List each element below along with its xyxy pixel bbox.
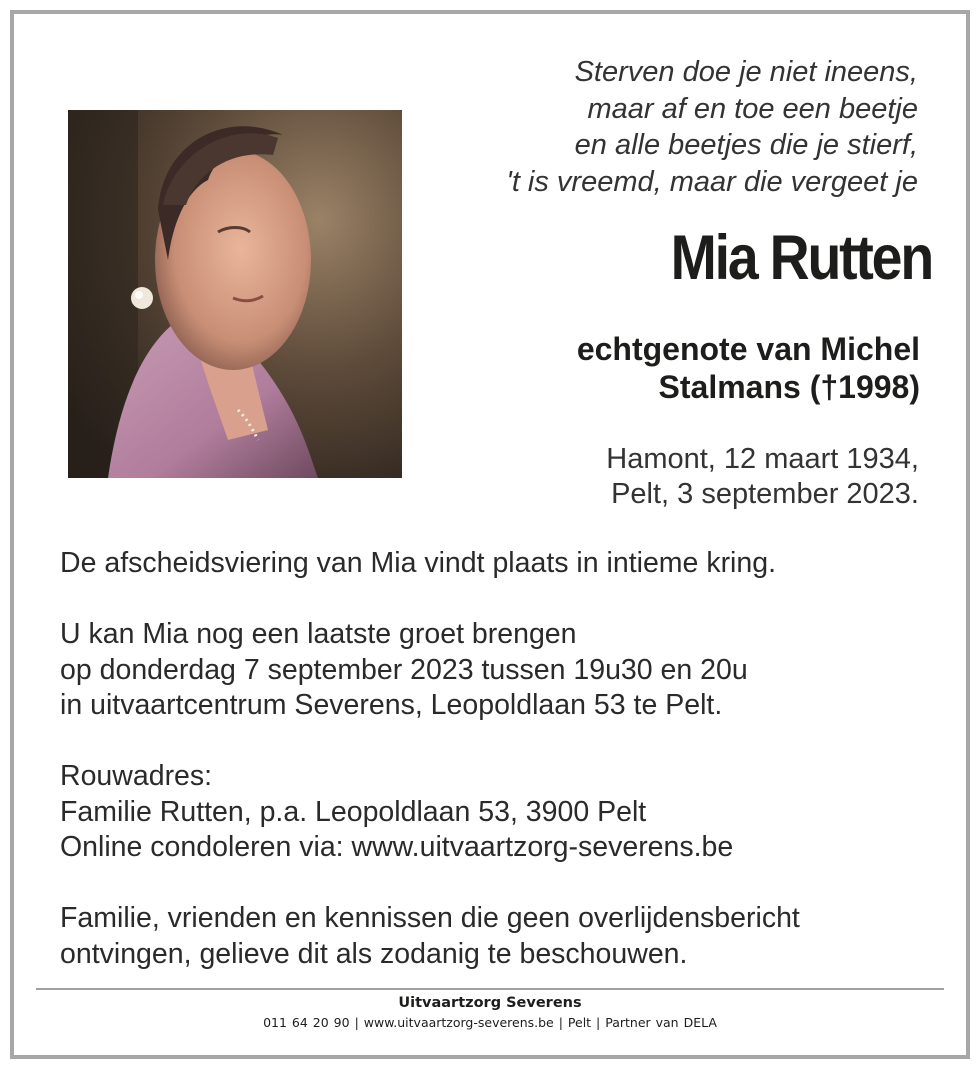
death-info: Pelt, 3 september 2023. (611, 478, 919, 510)
notice-text: Familie, vrienden en kennissen die geen overlijdensbericht (60, 902, 800, 934)
visit-text: op donderdag 7 september 2023 tussen 19u30 en 20u (60, 653, 748, 686)
birth-info: Hamont, 12 maart 1934, (606, 443, 919, 475)
farewell-text: De afscheidsviering van Mia vindt plaats in intieme kring. (60, 547, 777, 579)
address-label: Rouwadres: (60, 760, 213, 792)
poem-line: Sterven doe je niet ineens, (574, 56, 918, 88)
footer-divider (36, 988, 944, 990)
deceased-name: Mia Rutten (670, 223, 932, 293)
spouse-line: echtgenote van Michel (576, 331, 920, 367)
condolence-text: Online condoleren via: www.uitvaartzorg-severens.be (60, 831, 734, 863)
notice-text: ontvingen, gelieve dit als zodanig te beschouwen. (60, 937, 688, 970)
poem (506, 54, 918, 200)
life-dates (606, 442, 919, 512)
spouse-info (577, 330, 920, 406)
notice-body (60, 546, 940, 972)
poem-line: 't is vreemd, maar die vergeet je (506, 165, 918, 198)
visit-text: in uitvaartcentrum Severens, Leopoldlaan 53 te Pelt. (60, 689, 723, 721)
portrait-photo (68, 110, 402, 478)
address-text: Familie Rutten, p.a. Leopoldlaan 53, 3900 Pelt (60, 795, 647, 828)
poem-line: maar af en toe een beetje (587, 92, 918, 125)
poem-line: en alle beetjes die je stierf, (574, 129, 918, 161)
visit-text: U kan Mia nog een laatste groet brengen (60, 618, 577, 650)
footer-company: Uitvaartzorg Severens (398, 995, 582, 1011)
spouse-line: Stalmans (†1998) (658, 369, 920, 405)
footer-info: 011 64 20 90 | www.uitvaartzorg-severens.be | Pelt | Partner van DELA (263, 1015, 717, 1030)
